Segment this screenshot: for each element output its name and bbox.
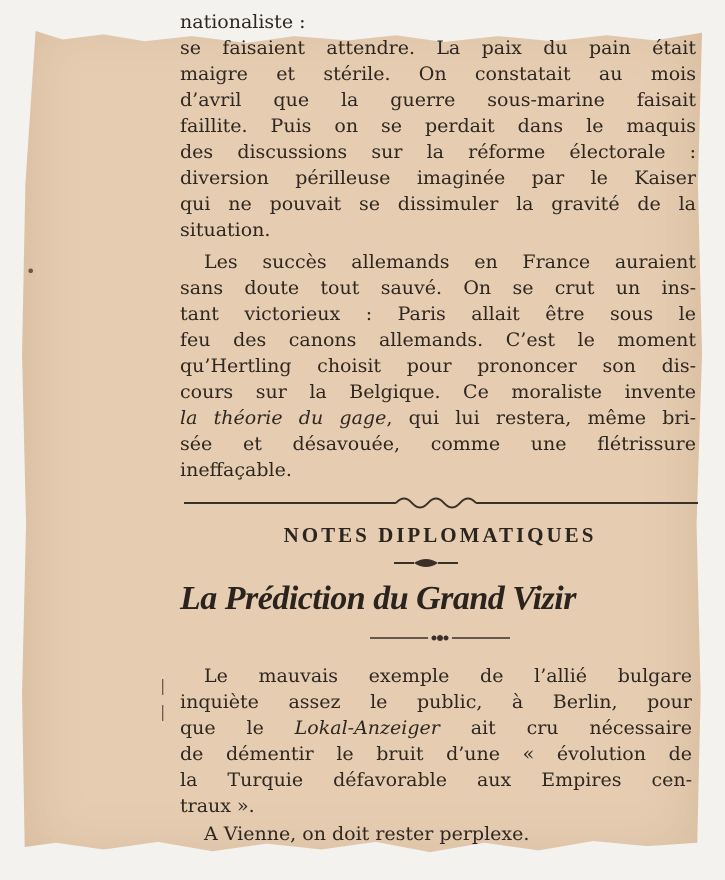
ornament-divider-icon: [394, 556, 458, 570]
paragraph-1-line-2: maigre et stérile. On constatait au mois: [180, 63, 696, 85]
paragraph-1-line-7: qui ne pouvait se dissimuler la gravité de la: [180, 193, 696, 215]
paragraph-3-line-3: [180, 716, 692, 742]
paragraph-3-line-3-end: ait cru nécessaire: [439, 717, 692, 739]
paragraph-2-line-1: Les succès allemands en France auraient: [204, 251, 696, 273]
paragraph-3-line-4: de démentir le bruit d’une « évolution de: [180, 743, 692, 765]
paragraph-2-line-5: qu’Hertling choisit pour prononcer son dis-: [180, 355, 696, 377]
wavy-divider-rule: [184, 492, 698, 514]
paragraph-2-line-7-rest: , qui lui restera, même bri-: [386, 407, 696, 429]
paragraph-2-line-3: tant victorieux : Paris allait être sous le: [180, 303, 696, 325]
paragraph-1-line-6: diversion périlleuse imaginée par le Kaiser: [180, 167, 696, 189]
paragraph-3-line-5: la Turquie défavorable aux Empires cen-: [180, 769, 692, 791]
paragraph-1-line-1: se faisaient attendre. La paix du pain était: [180, 37, 696, 59]
headline: La Prédiction du Grand Vizir: [180, 580, 576, 617]
paragraph-1-line-8: situation.: [180, 219, 271, 241]
newspaper-name-lokal-anzeiger: Lokal-Anzeiger: [294, 717, 440, 739]
margin-mark: |: [160, 676, 166, 695]
paragraph-2-line-2: sans doute tout sauvé. On se crut un ins-: [180, 277, 696, 299]
top-fragment: nationaliste :: [180, 11, 306, 33]
section-heading: NOTES DIPLOMATIQUES: [283, 523, 597, 547]
paragraph-2-line-7: [180, 406, 696, 432]
margin-mark: |: [160, 702, 166, 721]
paragraph-1-line-5: des discussions sur la réforme électorale :: [180, 141, 696, 163]
paragraph-2-line-9: ineffaçable.: [180, 459, 292, 481]
italic-phrase-theorie-du-gage: la théorie du gage: [180, 407, 387, 429]
paragraph-3-line-3-start: que le: [180, 717, 295, 739]
paragraph-2-line-8: sée et désavouée, comme une flétrissure: [180, 433, 696, 455]
paragraph-2-line-4: feu des canons allemands. C’est le moment: [180, 329, 696, 351]
paragraph-3-line-6: traux ».: [180, 795, 255, 817]
paper-speck: •: [26, 262, 36, 281]
paragraph-1-line-4: faillite. Puis on se perdait dans le maquis: [180, 115, 696, 137]
dotted-ornament-icon: [370, 632, 510, 644]
paragraph-4-line-1: A Vienne, on doit rester perplexe.: [204, 823, 530, 845]
paragraph-2-line-6: cours sur la Belgique. Ce moraliste invente: [180, 381, 696, 403]
article-column: [180, 0, 700, 880]
paragraph-1-line-3: d’avril que la guerre sous-marine faisait: [180, 89, 696, 111]
paragraph-3-line-1: Le mauvais exemple de l’allié bulgare: [204, 665, 692, 687]
paragraph-3-line-2: inquiète assez le public, à Berlin, pour: [180, 691, 692, 713]
